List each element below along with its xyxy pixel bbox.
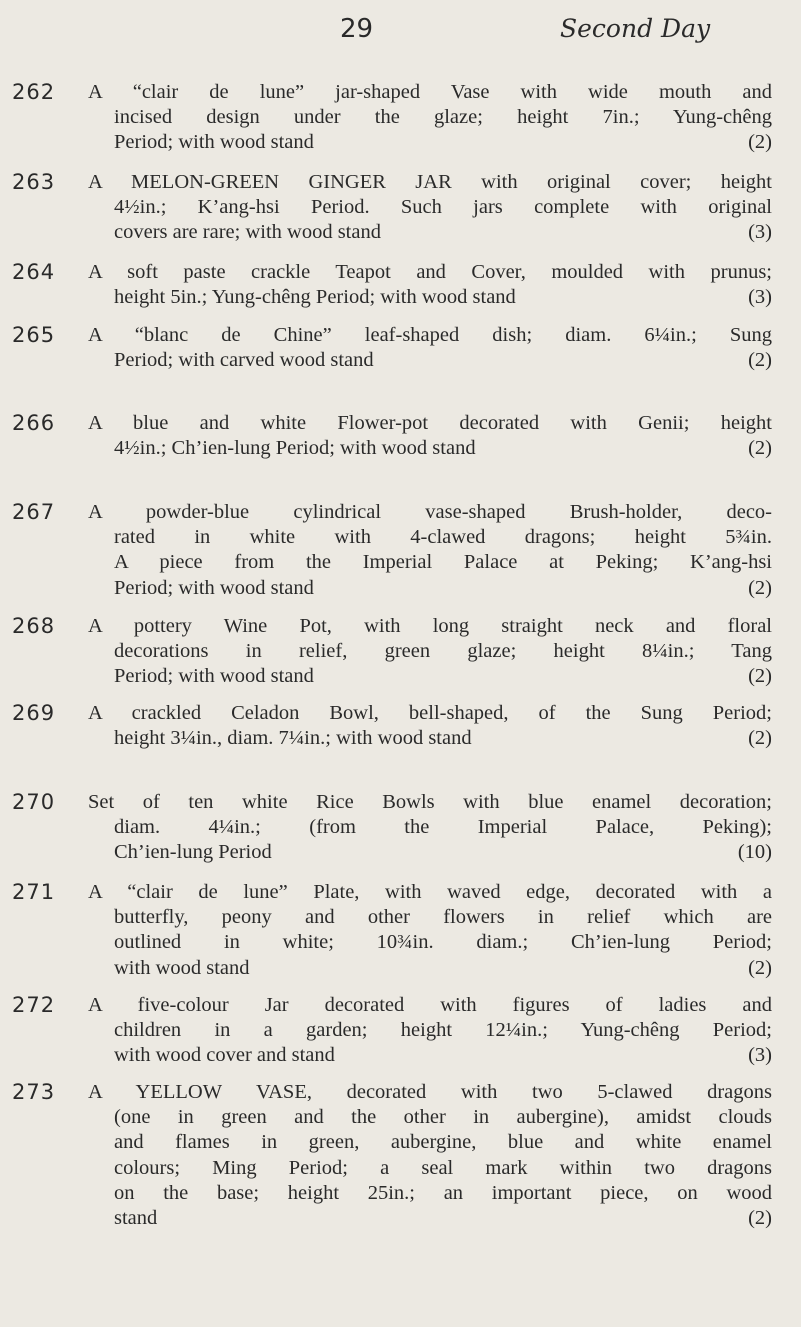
lot-quantity: (2) xyxy=(748,956,772,979)
description-line: A soft paste crackle Teapot and Cover, moulded with prunus; xyxy=(88,261,772,283)
lot-number: 263 xyxy=(12,170,56,194)
lot-quantity: (2) xyxy=(748,437,772,460)
lot-quantity: (2) xyxy=(748,1207,772,1230)
description-line: stand (2) xyxy=(88,1206,772,1231)
page-header xyxy=(0,14,801,54)
lot-description xyxy=(88,411,772,461)
description-line: on the base; height 25in.; an important piece, on wood xyxy=(114,1181,772,1204)
lot-description xyxy=(88,323,772,373)
description-line: colours; Ming Period; a seal mark within two dragons xyxy=(114,1156,772,1179)
lot-description xyxy=(88,1080,772,1231)
description-line: height 5in.; Yung-chêng Period; with wood stand (3) xyxy=(88,285,772,310)
lot-description xyxy=(88,880,772,981)
description-line: A pottery Wine Pot, with long straight neck and floral xyxy=(88,615,772,637)
description-line: height 3¼in., diam. 7¼in.; with wood stand (2) xyxy=(88,726,772,751)
description-line: decorations in relief, green glaze; height 8¼in.; Tang xyxy=(114,640,772,663)
lot-quantity: (3) xyxy=(748,286,772,309)
description-line: A five-colour Jar decorated with figures of ladies and xyxy=(88,994,772,1016)
lot-description xyxy=(88,500,772,601)
description-line: butterfly, peony and other flowers in relief which are xyxy=(114,906,772,929)
lot-quantity: (3) xyxy=(748,221,772,244)
lot-number: 269 xyxy=(12,701,56,725)
lot-description xyxy=(88,170,772,246)
lot-number: 262 xyxy=(12,80,56,104)
description-line: Period; with carved wood stand (2) xyxy=(88,348,772,373)
description-line: 4½in.; Ch’ien-lung Period; with wood stand (2) xyxy=(88,436,772,461)
description-line: A YELLOW VASE, decorated with two 5-clawed dragons xyxy=(88,1081,772,1103)
lot-number: 271 xyxy=(12,880,56,904)
description-line: A piece from the Imperial Palace at Peking; K’ang-hsi xyxy=(114,551,772,574)
lot-number: 265 xyxy=(12,323,56,347)
lot-number: 268 xyxy=(12,614,56,638)
description-line: Set of ten white Rice Bowls with blue enamel decoration; xyxy=(88,791,772,813)
description-line: Period; with wood stand (2) xyxy=(88,664,772,689)
description-line: A MELON-GREEN GINGER JAR with original cover; height xyxy=(88,171,772,193)
section-title: Second Day xyxy=(560,14,711,43)
lot-quantity: (2) xyxy=(748,576,772,599)
description-line: with wood stand (2) xyxy=(88,956,772,981)
lot-quantity: (2) xyxy=(748,349,772,372)
description-line: covers are rare; with wood stand (3) xyxy=(88,220,772,245)
lot-number: 267 xyxy=(12,500,56,524)
lot-description xyxy=(88,993,772,1069)
description-line: A “clair de lune” Plate, with waved edge, decorated with a xyxy=(88,881,772,903)
lot-quantity: (2) xyxy=(748,665,772,688)
description-line: rated in white with 4-clawed dragons; height 5¾in. xyxy=(114,526,772,549)
lot-description xyxy=(88,614,772,690)
description-line: 4½in.; K’ang-hsi Period. Such jars complete with original xyxy=(114,196,772,219)
lot-quantity: (2) xyxy=(748,727,772,750)
lot-number: 273 xyxy=(12,1080,56,1104)
description-line: Ch’ien-lung Period (10) xyxy=(88,840,772,865)
description-line: A “blanc de Chine” leaf-shaped dish; diam. 6¼in.; Sung xyxy=(88,324,772,346)
description-line: and flames in green, aubergine, blue and white enamel xyxy=(114,1131,772,1154)
lot-description xyxy=(88,790,772,866)
lot-quantity: (2) xyxy=(748,131,772,154)
description-line: outlined in white; 10¾in. diam.; Ch’ien-lung Period; xyxy=(114,931,772,954)
description-line: (one in green and the other in aubergine), amidst clouds xyxy=(114,1106,772,1129)
description-line: incised design under the glaze; height 7in.; Yung-chêng xyxy=(114,106,772,129)
lot-description xyxy=(88,260,772,310)
lot-quantity: (3) xyxy=(748,1044,772,1067)
description-line: A blue and white Flower-pot decorated with Genii; height xyxy=(88,412,772,434)
description-line: Period; with wood stand (2) xyxy=(88,576,772,601)
description-line: A crackled Celadon Bowl, bell-shaped, of the Sung Period; xyxy=(88,702,772,724)
lot-number: 264 xyxy=(12,260,56,284)
lot-description xyxy=(88,701,772,751)
lot-number: 270 xyxy=(12,790,56,814)
description-line: A powder-blue cylindrical vase-shaped Brush-holder, deco- xyxy=(88,501,772,523)
lot-number: 266 xyxy=(12,411,56,435)
description-line: children in a garden; height 12¼in.; Yung-chêng Period; xyxy=(114,1019,772,1042)
description-line: diam. 4¼in.; (from the Imperial Palace, Peking); xyxy=(114,816,772,839)
lot-description xyxy=(88,80,772,156)
lot-quantity: (10) xyxy=(737,841,772,864)
lot-number: 272 xyxy=(12,993,56,1017)
description-line: Period; with wood stand (2) xyxy=(88,130,772,155)
page-number: 29 xyxy=(340,14,374,44)
description-line: A “clair de lune” jar-shaped Vase with wide mouth and xyxy=(88,81,772,103)
description-line: with wood cover and stand (3) xyxy=(88,1043,772,1068)
